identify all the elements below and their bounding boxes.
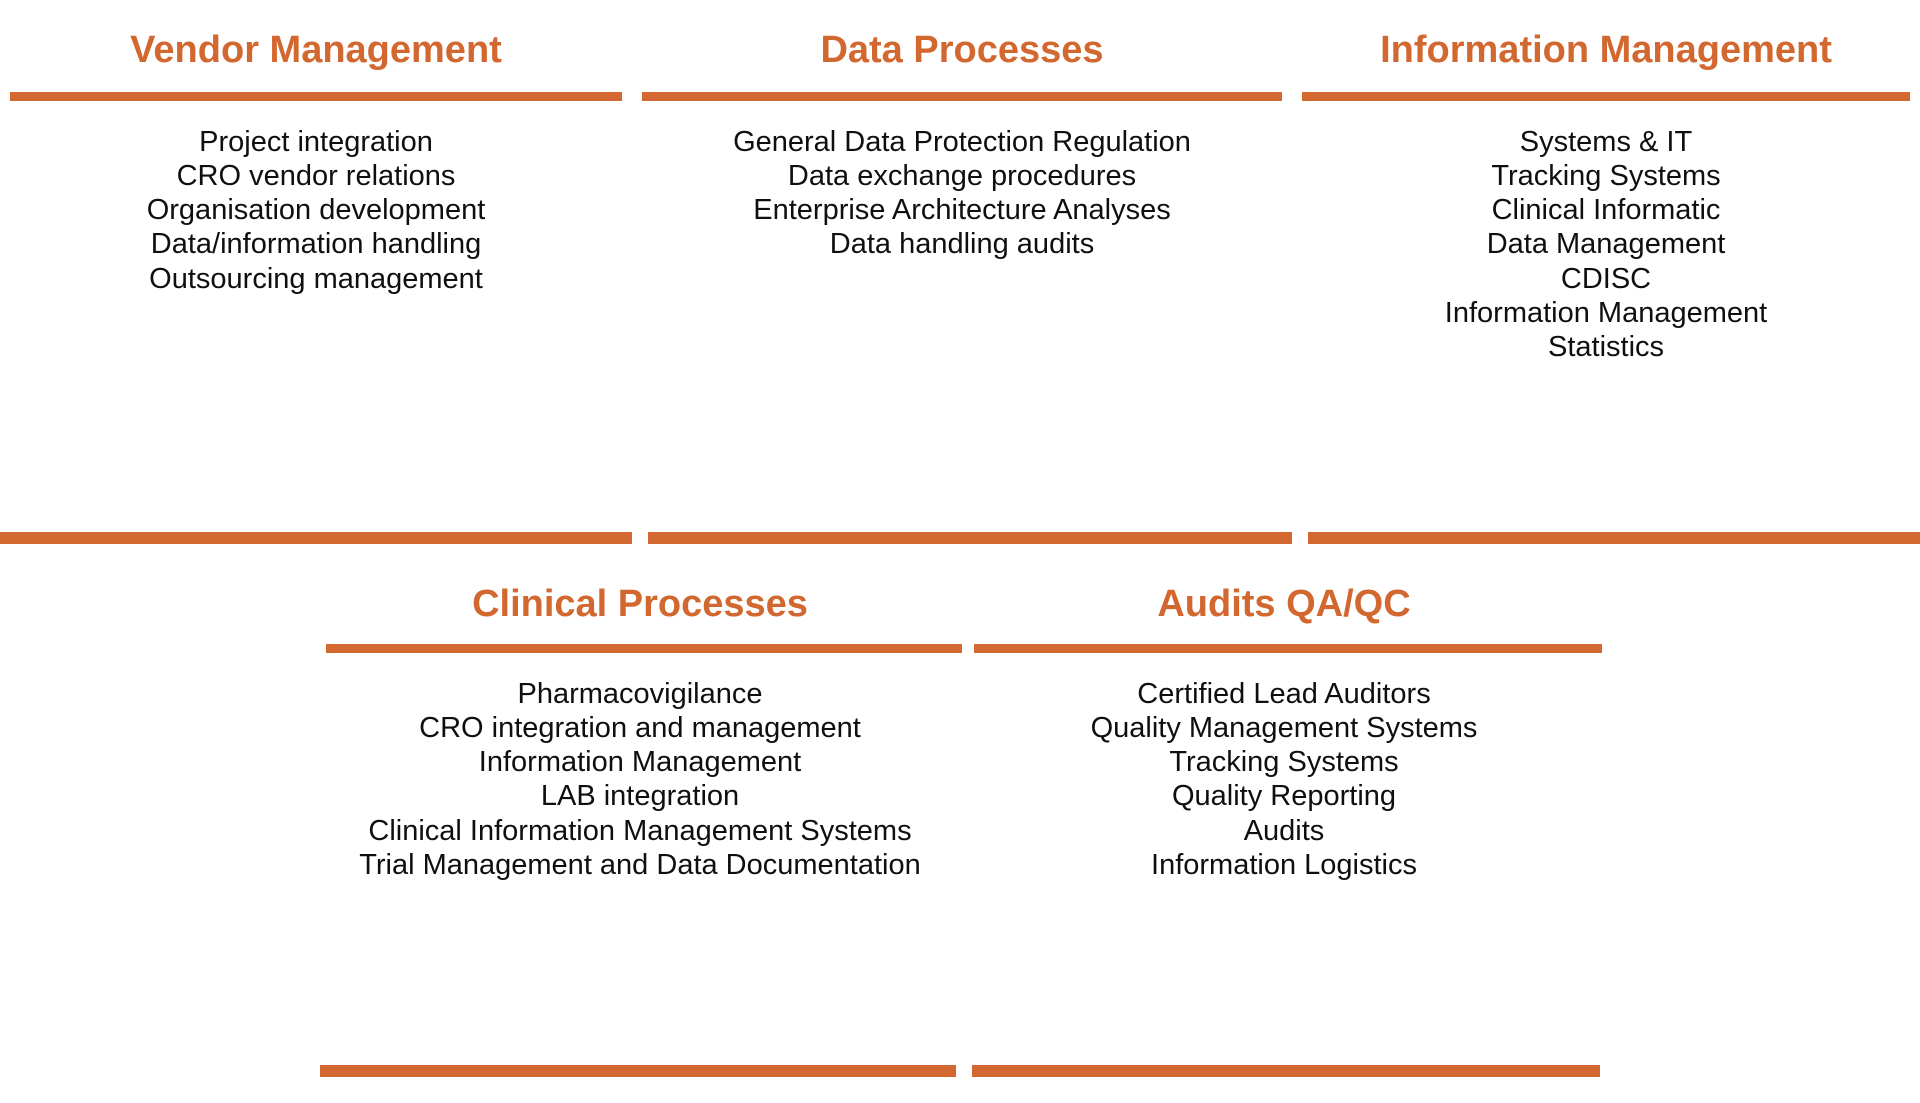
list-item: Information Management bbox=[1444, 296, 1768, 329]
column-vendor-management bbox=[0, 0, 632, 364]
list-item: Statistics bbox=[1547, 331, 1665, 364]
list-item: CRO integration and management bbox=[419, 712, 861, 745]
column-items-data-processes bbox=[642, 101, 1282, 262]
list-item: General Data Protection Regulation bbox=[733, 125, 1191, 158]
list-item: Project integration bbox=[199, 125, 433, 158]
column-underline-data-processes bbox=[642, 92, 1282, 101]
list-item: Clinical Informatic bbox=[1491, 194, 1721, 227]
rule-segment-information bbox=[1308, 532, 1920, 544]
list-item: Pharmacovigilance bbox=[517, 677, 763, 710]
list-item: Quality Reporting bbox=[1171, 780, 1397, 813]
column-title-audits-qa-qc: Audits QA/QC bbox=[1157, 583, 1411, 625]
list-item: Quality Management Systems bbox=[1090, 712, 1478, 745]
column-underline-information-management bbox=[1302, 92, 1910, 101]
list-item: Clinical Information Management Systems bbox=[368, 814, 912, 847]
rule-segment-data bbox=[648, 532, 1292, 544]
column-title-vendor-management: Vendor Management bbox=[130, 29, 502, 71]
list-item: Data handling audits bbox=[829, 228, 1095, 261]
bottom-row-bottom-rules bbox=[0, 1065, 1920, 1077]
column-items-information-management bbox=[1302, 101, 1910, 365]
list-item: Audits bbox=[1243, 814, 1325, 847]
rule-segment-vendor bbox=[0, 532, 632, 544]
column-data-processes bbox=[632, 0, 1292, 364]
list-item: Data exchange procedures bbox=[787, 160, 1137, 193]
column-items-clinical-processes bbox=[326, 653, 954, 882]
list-item: Tracking Systems bbox=[1491, 160, 1721, 193]
column-underline-clinical-processes bbox=[326, 644, 962, 653]
column-items-vendor-management bbox=[10, 101, 622, 296]
column-title-information-management: Information Management bbox=[1380, 29, 1832, 71]
list-item: Information Logistics bbox=[1151, 848, 1417, 881]
list-item: LAB integration bbox=[540, 780, 740, 813]
column-clinical-processes bbox=[316, 574, 964, 882]
column-items-audits-qa-qc bbox=[974, 653, 1594, 882]
list-item: Tracking Systems bbox=[1169, 746, 1399, 779]
list-item: Organisation development bbox=[146, 194, 486, 227]
rule-segment-audits bbox=[972, 1065, 1600, 1077]
list-item: Systems & IT bbox=[1519, 125, 1693, 158]
column-audits-qa-qc bbox=[964, 574, 1604, 882]
top-row-bottom-rules bbox=[0, 532, 1920, 544]
list-item: Data/information handling bbox=[150, 228, 482, 261]
list-item: Outsourcing management bbox=[149, 262, 483, 295]
list-item: CDISC bbox=[1560, 262, 1652, 295]
column-underline-audits-qa-qc bbox=[974, 644, 1602, 653]
list-item: Trial Management and Data Documentation bbox=[359, 848, 921, 881]
list-item: Data Management bbox=[1486, 228, 1726, 261]
list-item: Certified Lead Auditors bbox=[1137, 677, 1431, 710]
column-title-clinical-processes: Clinical Processes bbox=[472, 583, 808, 625]
list-item: Enterprise Architecture Analyses bbox=[753, 194, 1171, 227]
list-item: CRO vendor relations bbox=[176, 160, 456, 193]
top-row bbox=[0, 0, 1920, 364]
bottom-row bbox=[0, 574, 1920, 882]
column-title-data-processes: Data Processes bbox=[820, 29, 1104, 71]
rule-segment-clinical bbox=[320, 1065, 956, 1077]
column-information-management bbox=[1292, 0, 1920, 364]
list-item: Information Management bbox=[478, 746, 802, 779]
column-underline-vendor-management bbox=[10, 92, 622, 101]
